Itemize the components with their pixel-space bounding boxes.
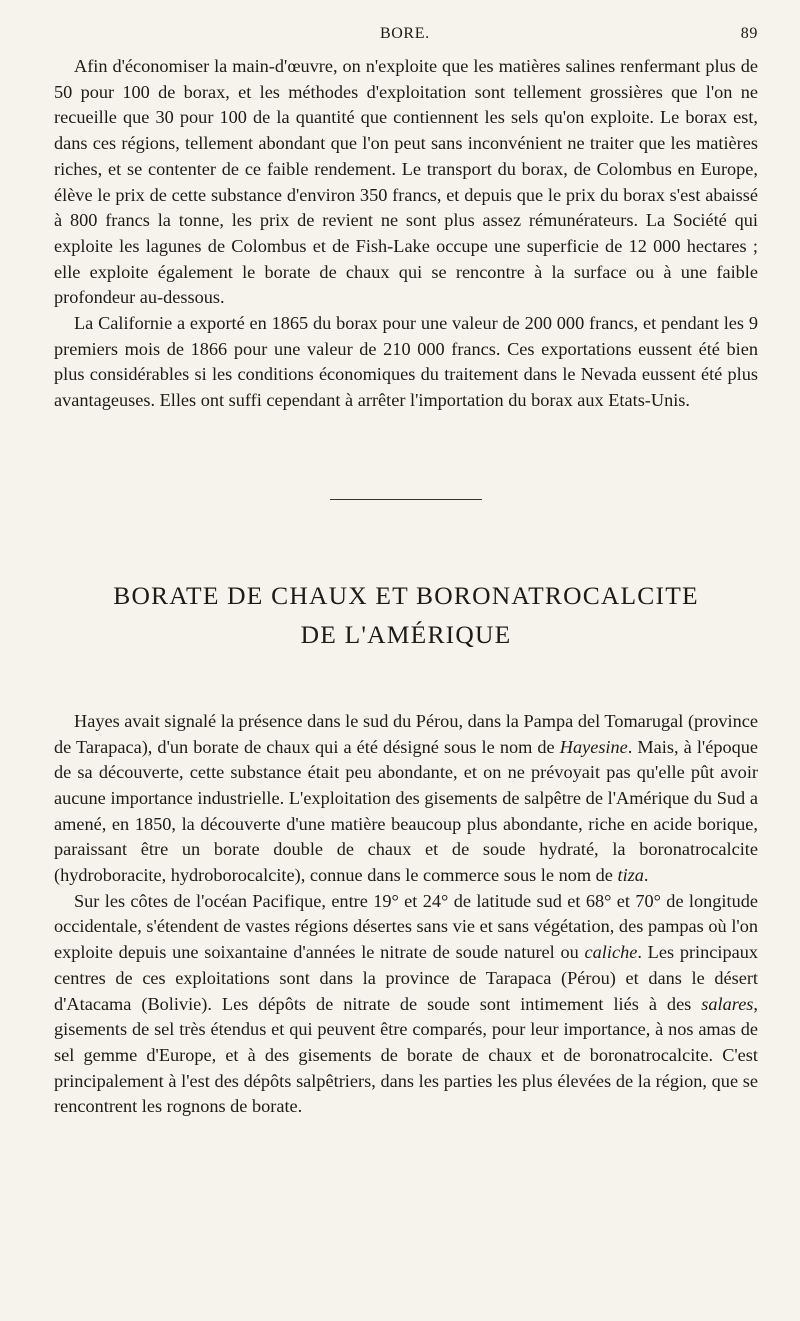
paragraph-california-export: La Californie a exporté en 1865 du borax pour une valeur de 200 000 francs, et pendant les 9 premiers mois de 1866 pour une valeur de 210 000 francs. Ces exportations eussent été bien plus considérables si les conditions économiques du traitement dans le Nevada eussent été plus avantageuses. Elles ont suffi cependant à arrêter l'importation du borax aux Etats-Unis. bbox=[54, 313, 758, 411]
italic-salares: salares bbox=[701, 993, 754, 1014]
section-body bbox=[54, 709, 758, 1120]
paragraph-hayes-part-a: Hayes avait signalé la présence dans le sud du Pérou, dans la Pampa del Tomarugal (province de Tarapaca), d'un borate de chaux qui a été désigné sous le nom de bbox=[54, 710, 758, 757]
running-head bbox=[54, 0, 758, 54]
italic-hayesine: Hayesine bbox=[559, 736, 628, 757]
paragraph-pacific-coast bbox=[54, 889, 758, 1120]
section-divider-rule bbox=[330, 499, 482, 500]
paragraph-hayes-discovery bbox=[54, 709, 758, 889]
paragraph-hayes-part-e: . bbox=[643, 865, 649, 886]
paragraph-borax-exploitation: Afin d'économiser la main-d'œuvre, on n'exploite que les matières salines renfermant plus de 50 pour 100 de borax, et les méthodes d'exploitation sont tellement grossières que l'on ne recueille que 30 pour 100 de la quantité que contiennent les sels qu'on exploite. Le borax est, dans ces régions, tellement abondant que l'on peut sans inconvénient ne traiter que les matières riches, et se contenter de ce faible rendement. Le transport du borax, de Colombus en Europe, élève le prix de cette substance d'environ 350 francs, et depuis que le prix du borax s'est abaissé à 800 francs la tonne, les prix de revient ne sont plus assez rémunérateurs. La Société qui exploite les lagunes de Colombus et de Fish-Lake occupe une superficie de 12 000 hectares ; elle exploite également le borate de chaux qui se rencontre à la surface ou à une faible profondeur au-dessous. bbox=[54, 56, 758, 308]
paragraph-hayes-part-c: . Mais, à l'époque de sa découverte, cette substance était peu abondante, et on ne prévoyait pas qu'elle pût avoir aucune importance industrielle. L'exploitation des gisements de salpêtre de l'Amérique du Sud a amené, en 1850, la découverte d'une matière beaucoup plus abondante, riche en acide borique, paraissant être un borate double de chaux et de soude hydraté, la boronatrocalcite (hydroboracite, hydroborocalcite), connue dans le commerce sous le nom de bbox=[54, 736, 758, 886]
italic-tiza: tiza bbox=[617, 865, 644, 886]
section-title-line-1: BORATE DE CHAUX ET BORONATROCALCITE bbox=[113, 580, 699, 610]
page-number: 89 bbox=[740, 25, 758, 42]
italic-caliche: caliche bbox=[584, 942, 638, 963]
paragraph-pacific-part-a: Sur les côtes de l'océan Pacifique, entre 19° et 24° de latitude sud et 68° et 70° de longitude occidentale, s'étendent de vastes régions désertes sans vie et sans végétation, des pampas où l'on exploite depuis une soixantaine d'années le nitrate de soude naturel ou bbox=[54, 890, 758, 963]
paragraph-pacific-part-e: , gisements de sel très étendus et qui peuvent être comparés, pour leur importance, à nos amas de sel gemme d'Europe, et à des gisements de borate de chaux et de boronatrocalcite. C'est principalement à l'est des dépôts salpêtriers, dans les parties les plus élevées de la région, que se rencontrent les rognons de borate. bbox=[54, 993, 758, 1117]
section-title bbox=[54, 576, 758, 654]
section-title-line-2: DE L'AMÉRIQUE bbox=[300, 619, 512, 649]
main-text bbox=[54, 54, 758, 414]
paragraph-pacific-part-c: . Les principaux centres de ces exploitations sont dans la province de Tarapaca (Pérou) et dans le désert d'Atacama (Bolivie). Les dépôts de nitrate de soude sont intimement liés à des bbox=[54, 942, 758, 1014]
running-title: BORE. bbox=[380, 25, 430, 42]
